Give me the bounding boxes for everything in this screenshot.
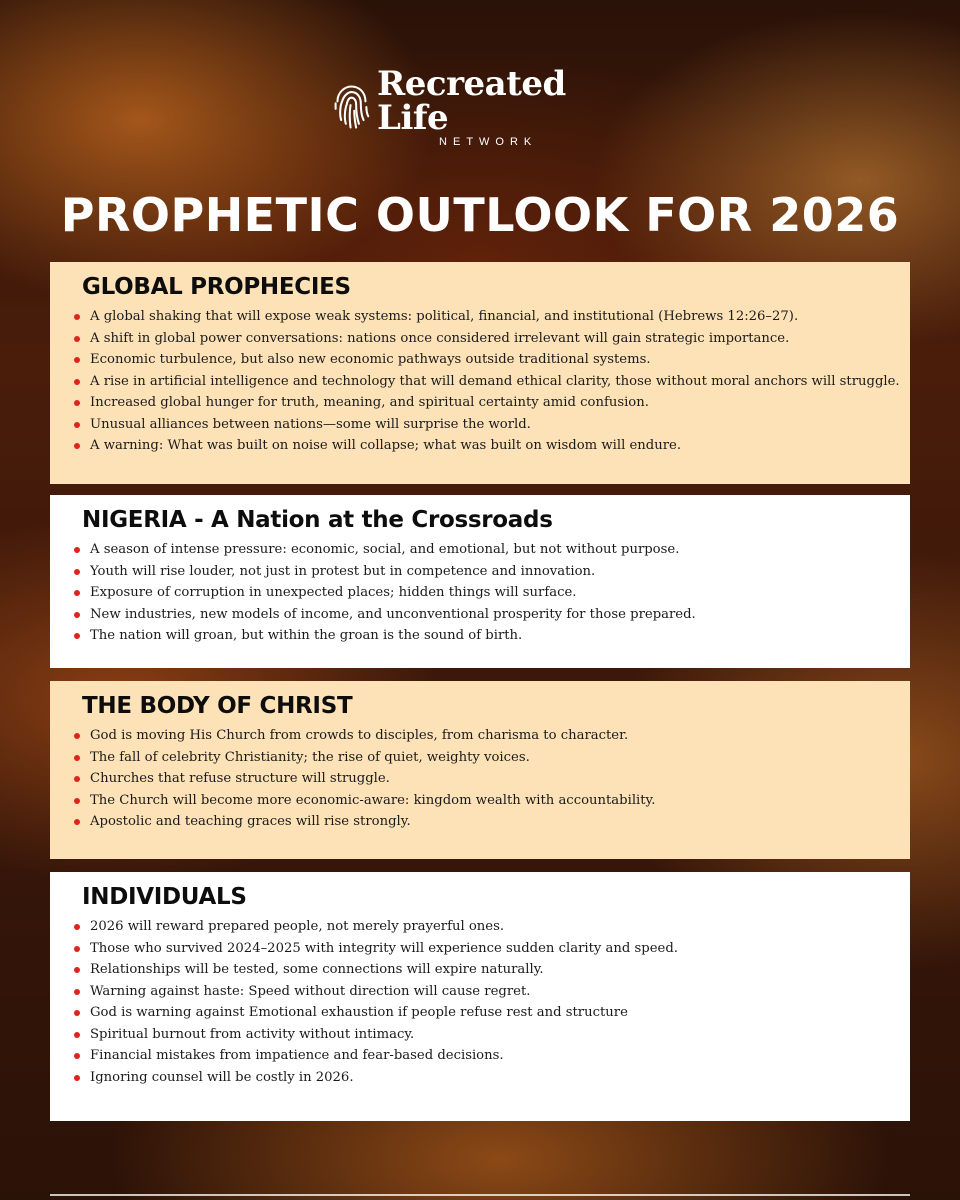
list-item: God is moving His Church from crowds to disciples, from charisma to character. — [72, 725, 888, 747]
list-item: A global shaking that will expose weak systems: political, financial, and institutional (Hebrews 12:26–27). — [72, 306, 888, 328]
list-item: 2026 will reward prepared people, not merely prayerful ones. — [72, 916, 888, 938]
section-individuals — [50, 872, 910, 1121]
list-item: Warning against haste: Speed without direction will cause regret. — [72, 981, 888, 1003]
section-heading: NIGERIA - A Nation at the Crossroads — [82, 507, 553, 533]
list-item: Economic turbulence, but also new economic pathways outside traditional systems. — [72, 349, 888, 371]
list-item: Those who survived 2024–2025 with integrity will experience sudden clarity and speed. — [72, 938, 888, 960]
section-global-prophecies — [50, 262, 910, 484]
list-item: Exposure of corruption in unexpected places; hidden things will surface. — [72, 582, 888, 604]
section-nigeria — [50, 495, 910, 668]
section-heading: THE BODY OF CHRIST — [82, 693, 353, 719]
list-item: The Church will become more economic-aware: kingdom wealth with accountability. — [72, 790, 888, 812]
logo — [330, 63, 630, 148]
list-item: A shift in global power conversations: nations once considered irrelevant will gain strategic importance. — [72, 328, 888, 350]
list-item: A rise in artificial intelligence and technology that will demand ethical clarity, those without moral anchors will struggle. — [72, 371, 888, 393]
bottom-divider — [50, 1194, 910, 1196]
list-item: Ignoring counsel will be costly in 2026. — [72, 1067, 888, 1089]
list-item: A warning: What was built on noise will collapse; what was built on wisdom will endure. — [72, 435, 888, 457]
list-item: Spiritual burnout from activity without intimacy. — [72, 1024, 888, 1046]
list-item: God is warning against Emotional exhaustion if people refuse rest and structure — [72, 1002, 888, 1024]
bullet-list — [72, 539, 888, 647]
list-item: The nation will groan, but within the groan is the sound of birth. — [72, 625, 888, 647]
list-item: Youth will rise louder, not just in protest but in competence and innovation. — [72, 561, 888, 583]
list-item: Relationships will be tested, some connections will expire naturally. — [72, 959, 888, 981]
list-item: Apostolic and teaching graces will rise strongly. — [72, 811, 888, 833]
logo-name: Recreated Life — [377, 63, 566, 138]
bullet-list — [72, 306, 900, 457]
fingerprint-icon — [330, 81, 371, 133]
list-item: New industries, new models of income, and unconventional prosperity for those prepared. — [72, 604, 888, 626]
bullet-list — [72, 916, 888, 1088]
logo-sub: NETWORK — [439, 135, 538, 148]
section-heading: GLOBAL PROPHECIES — [82, 274, 351, 300]
list-item: A season of intense pressure: economic, social, and emotional, but not without purpose. — [72, 539, 888, 561]
section-heading: INDIVIDUALS — [82, 884, 247, 910]
page-title: PROPHETIC OUTLOOK FOR 2026 — [60, 188, 900, 242]
list-item: Financial mistakes from impatience and fear-based decisions. — [72, 1045, 888, 1067]
bullet-list — [72, 725, 888, 833]
list-item: Increased global hunger for truth, meaning, and spiritual certainty amid confusion. — [72, 392, 888, 414]
list-item: Churches that refuse structure will struggle. — [72, 768, 888, 790]
section-body-of-christ — [50, 681, 910, 859]
list-item: The fall of celebrity Christianity; the rise of quiet, weighty voices. — [72, 747, 888, 769]
list-item: Unusual alliances between nations—some will surprise the world. — [72, 414, 888, 436]
